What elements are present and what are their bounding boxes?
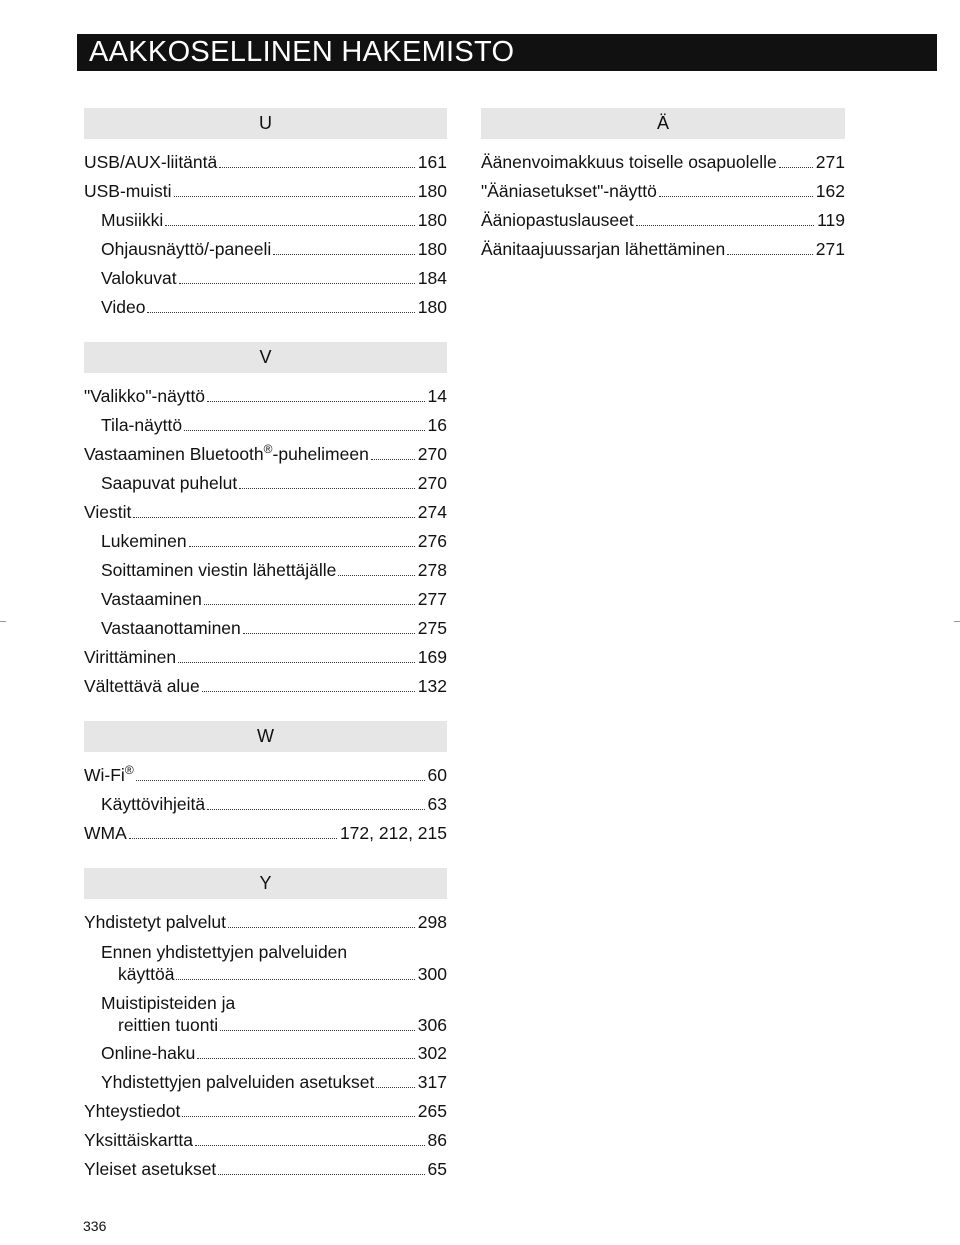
leader-dots [659, 196, 813, 197]
page-ref: 180 [417, 210, 447, 230]
index-entry[interactable]: Yhteystiedot 265 [84, 1097, 447, 1126]
index-entry[interactable]: Yksittäiskartta 86 [84, 1126, 447, 1155]
leader-dots [636, 225, 814, 226]
page-ref: 162 [815, 181, 845, 201]
section-header: Y [84, 868, 447, 899]
page-ref: 65 [427, 1159, 447, 1179]
right-column [481, 108, 845, 284]
index-entry[interactable]: "Valikko"-näyttö 14 [84, 382, 447, 411]
page-ref: 317 [417, 1072, 447, 1092]
index-subentry[interactable]: Lukeminen 276 [84, 527, 447, 556]
index-subentry[interactable]: Vastaaminen 277 [84, 585, 447, 614]
registered-mark: ® [124, 763, 134, 778]
page-ref: 184 [417, 268, 447, 288]
leader-dots [195, 1145, 425, 1146]
index-entry[interactable]: Äänitaajuussarjan lähettäminen 271 [481, 235, 845, 264]
leader-dots [182, 1116, 414, 1117]
section-header: W [84, 721, 447, 752]
page-ref: 276 [417, 531, 447, 551]
leader-dots [165, 225, 415, 226]
page-ref: 302 [417, 1043, 447, 1063]
leader-dots [273, 254, 415, 255]
leader-dots [727, 254, 813, 255]
section-header: U [84, 108, 447, 139]
section-u [84, 108, 447, 322]
section-w [84, 721, 447, 848]
section-y [84, 868, 447, 1184]
index-subentry[interactable]: Ennen yhdistettyjen palveluiden käyttöä 300 [101, 942, 447, 984]
index-entry[interactable]: Yhdistetyt palvelut 298 [84, 908, 447, 937]
leader-dots [243, 633, 415, 634]
leader-dots [218, 1174, 424, 1175]
index-subentry[interactable]: Vastaanottaminen 275 [84, 614, 447, 643]
index-entry[interactable]: WMA 172, 212, 215 [84, 819, 447, 848]
page-ref: 275 [417, 618, 447, 638]
leader-dots [147, 312, 414, 313]
index-entry[interactable]: USB-muisti 180 [84, 177, 447, 206]
page-ref: 306 [417, 1015, 447, 1035]
page-ref: 86 [427, 1130, 447, 1150]
page-ref: 60 [427, 765, 447, 785]
leader-dots [184, 430, 424, 431]
page-ref: 270 [417, 473, 447, 493]
index-entry[interactable]: Wi-Fi® 60 [84, 761, 447, 790]
leader-dots [178, 662, 415, 663]
leader-dots [228, 927, 415, 928]
leader-dots [189, 546, 415, 547]
index-entry[interactable]: Vastaaminen Bluetooth®-puhelimeen 270 [84, 440, 447, 469]
leader-dots [779, 167, 813, 168]
index-subentry[interactable]: Valokuvat 184 [84, 264, 447, 293]
page-ref: 274 [417, 502, 447, 522]
index-subentry[interactable]: Käyttövihjeitä 63 [84, 790, 447, 819]
index-subentry[interactable]: Video 180 [84, 293, 447, 322]
leader-dots [129, 838, 337, 839]
index-subentry[interactable]: Muistipisteiden ja reittien tuonti 306 [101, 993, 447, 1035]
index-subentry[interactable]: Saapuvat puhelut 270 [84, 469, 447, 498]
leader-dots [219, 167, 415, 168]
page-ref: 63 [427, 794, 447, 814]
page-ref: 271 [815, 239, 845, 259]
index-entry[interactable]: Vältettävä alue 132 [84, 672, 447, 701]
left-column [84, 108, 447, 1204]
leader-dots [376, 1087, 414, 1088]
page-ref: 16 [427, 415, 447, 435]
leader-dots [371, 459, 415, 460]
page-number: 336 [83, 1218, 107, 1234]
page-ref: 265 [417, 1101, 447, 1121]
crop-mark [0, 621, 6, 622]
page-ref: 271 [815, 152, 845, 172]
page-ref: 270 [417, 444, 447, 464]
page-ref: 180 [417, 297, 447, 317]
page-ref: 277 [417, 589, 447, 609]
index-subentry[interactable]: Musiikki 180 [84, 206, 447, 235]
index-subentry[interactable]: Soittaminen viestin lähettäjälle 278 [84, 556, 447, 585]
index-subentry[interactable]: Ohjausnäyttö/-paneeli 180 [84, 235, 447, 264]
leader-dots [136, 780, 425, 781]
page-ref: 169 [417, 647, 447, 667]
page-ref: 132 [417, 676, 447, 696]
leader-dots [176, 979, 414, 980]
index-subentry[interactable]: Yhdistettyjen palveluiden asetukset 317 [84, 1068, 447, 1097]
leader-dots [133, 517, 414, 518]
index-entry[interactable]: Yleiset asetukset 65 [84, 1155, 447, 1184]
leader-dots [220, 1030, 415, 1031]
page-ref: 180 [417, 181, 447, 201]
header-bar [77, 34, 937, 71]
page-ref: 14 [427, 386, 447, 406]
page-ref: 300 [417, 964, 447, 984]
section-v [84, 342, 447, 701]
page-ref: 119 [817, 210, 845, 230]
section-ae [481, 108, 845, 264]
index-entry[interactable]: "Ääniasetukset"-näyttö 162 [481, 177, 845, 206]
index-entry[interactable]: USB/AUX-liitäntä 161 [84, 148, 447, 177]
page-ref: 298 [417, 912, 447, 932]
index-subentry[interactable]: Tila-näyttö 16 [84, 411, 447, 440]
leader-dots [207, 401, 424, 402]
page-ref: 278 [417, 560, 447, 580]
leader-dots [202, 691, 415, 692]
leader-dots [207, 809, 424, 810]
page-ref: 180 [417, 239, 447, 259]
crop-mark [954, 621, 960, 622]
page-ref: 161 [417, 152, 447, 172]
index-entry[interactable]: Virittäminen 169 [84, 643, 447, 672]
leader-dots [338, 575, 414, 576]
index-entry[interactable]: Viestit 274 [84, 498, 447, 527]
leader-dots [174, 196, 415, 197]
index-entry[interactable]: Ääniopastuslauseet 119 [481, 206, 845, 235]
leader-dots [197, 1058, 414, 1059]
leader-dots [179, 283, 415, 284]
leader-dots [239, 488, 415, 489]
page-ref: 172, 212, 215 [339, 823, 447, 843]
leader-dots [204, 604, 415, 605]
index-subentry[interactable]: Online-haku 302 [84, 1039, 447, 1068]
index-entry[interactable]: Äänenvoimakkuus toiselle osapuolelle 271 [481, 148, 845, 177]
section-header: Ä [481, 108, 845, 139]
registered-mark: ® [263, 442, 273, 457]
section-header: V [84, 342, 447, 373]
page-title: AAKKOSELLINEN HAKEMISTO [89, 36, 515, 68]
